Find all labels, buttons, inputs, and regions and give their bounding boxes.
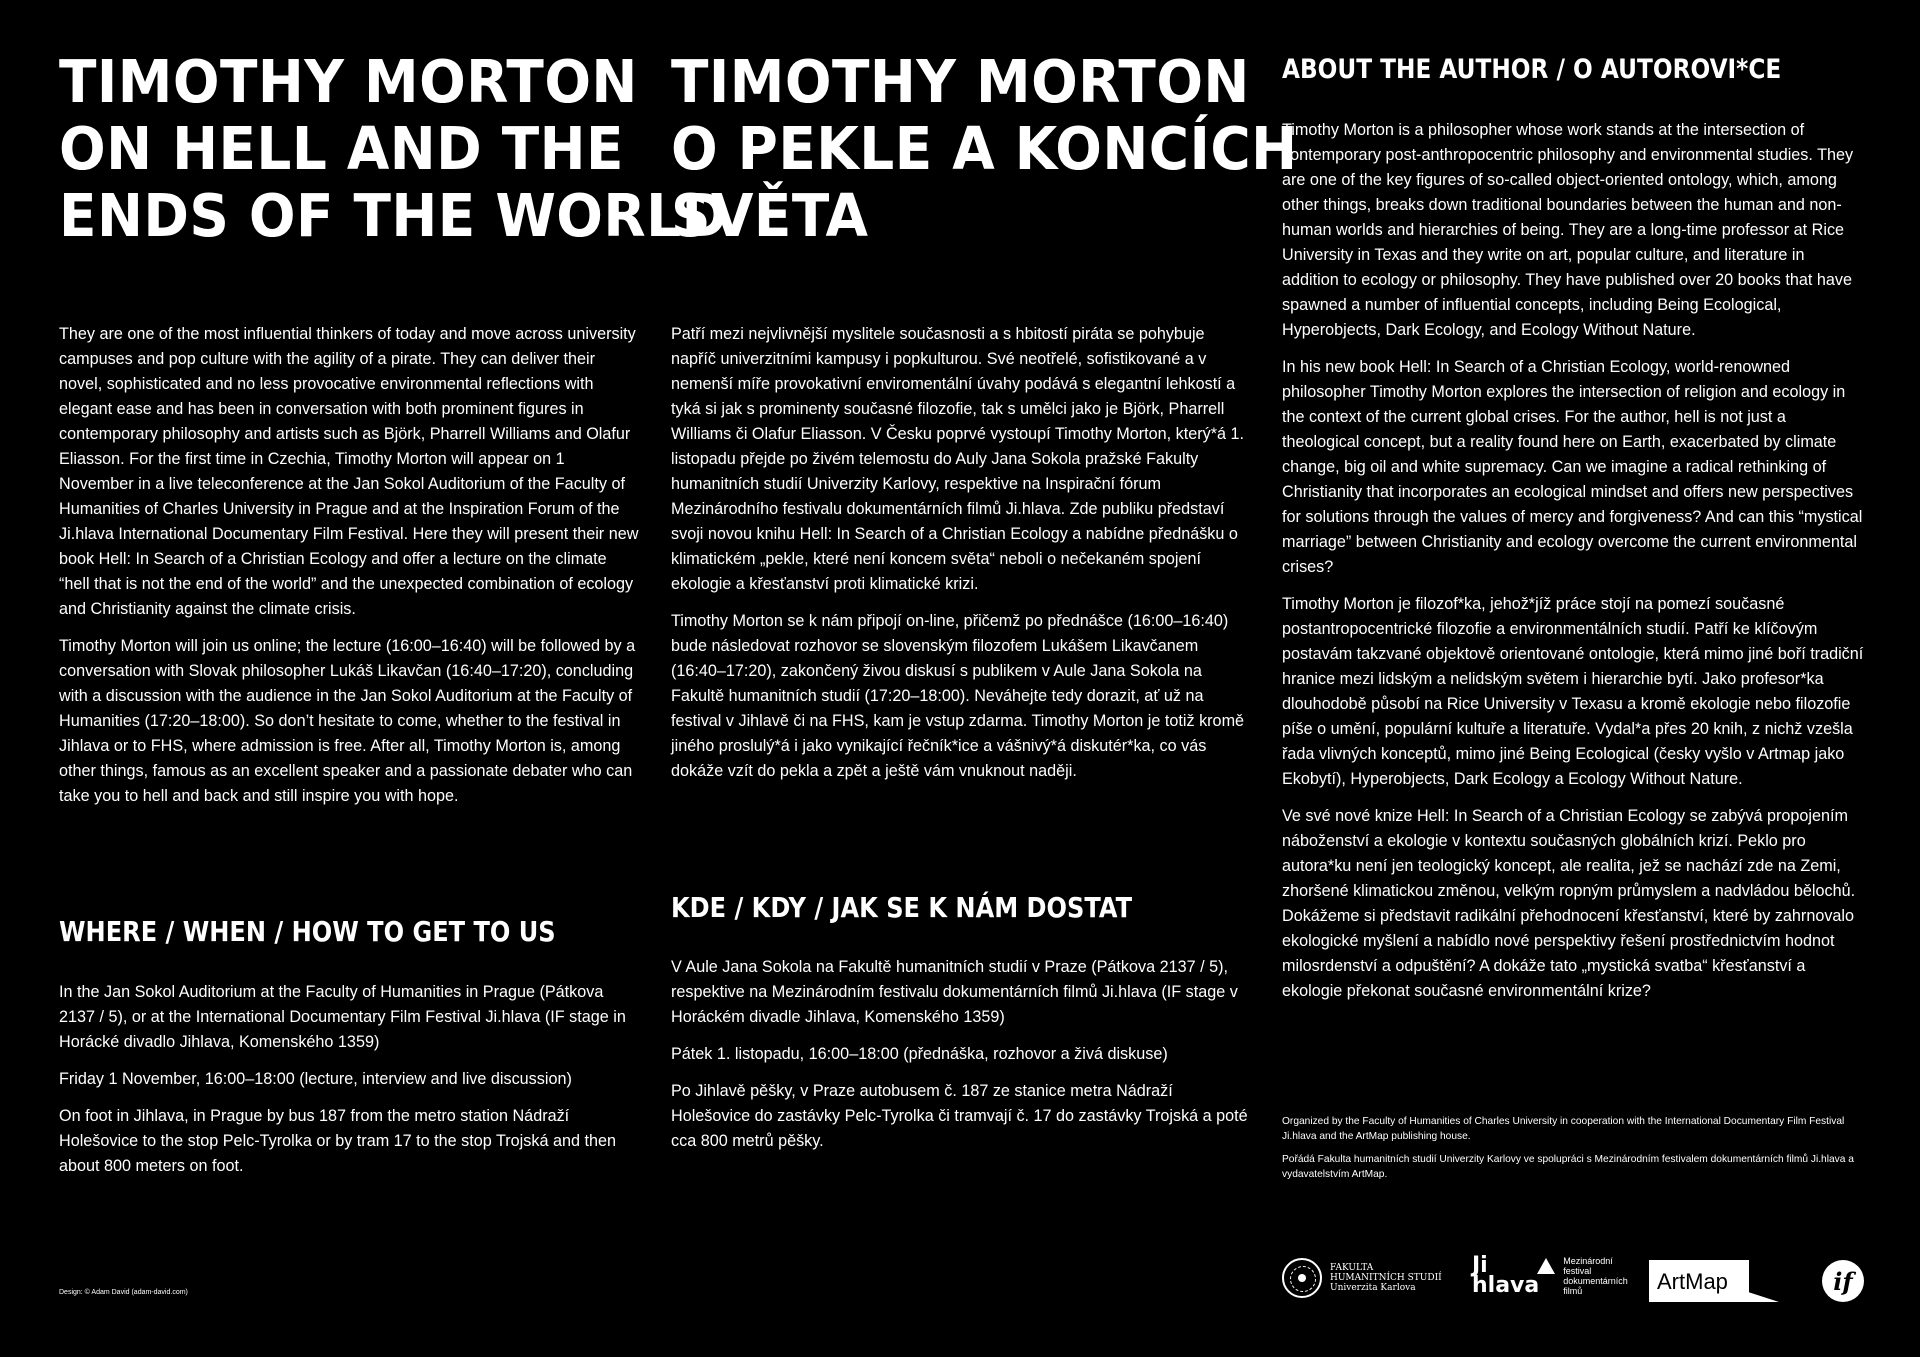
partner-logos (1282, 1252, 1864, 1312)
university-seal-icon (1282, 1258, 1322, 1298)
design-credit: Design: © Adam David (adam-david.com) (59, 1289, 188, 1296)
paragraph: Timothy Morton je filozof*ka, jehož*jíž práce stojí na pomezí současné postantropocentrické filozofie a environmentálních studií. Patří ke klíčovým postavám takzvané objektově orientované ontologie, která mimo jiné boří tradiční hranice mezi lidským a nelidským světem i hierarchie bytí. Jako profesor*ka dlouhodobě působí na Rice University v Texasu a kromě ekologie nebo filozofie píše o umění, populární kultuře a literatuře. Vydal*a přes 20 knih, z nichž vzešla řada vlivných konceptů, mimo jiné Being Ecological (česky vyšlo v Artmap jako Ekobytí), Hyperobjects, Dark Ecology a Ecology Without Nature. (1282, 595, 1864, 788)
organizers-note (1282, 1114, 1864, 1190)
paragraph: On foot in Jihlava, in Prague by bus 187 from the metro station Nádraží Holešovice to the stop Pelc-Tyrolka or by tram 17 to the stop Trojská and then about 800 meters on foot. (59, 1107, 616, 1175)
czech-where-heading: KDE / KDY / JAK SE K NÁM DOSTAT (671, 891, 1133, 924)
about-body (1282, 118, 1864, 1016)
english-where-heading: WHERE / WHEN / HOW TO GET TO US (59, 915, 556, 948)
english-where-info (59, 980, 639, 1191)
artmap-logo: ArtMap (1649, 1260, 1779, 1302)
paragraph: In his new book Hell: In Search of a Christian Ecology, world-renowned philosopher Timothy Morton explores the intersection of religion and ecology in the context of the current global crises. For the author, hell is not just a theological concept, but a reality found here on Earth, exacerbated by climate change, big oil and white supremacy. Can we imagine a radical rethinking of Christianity that incorporates an ecological mindset and offers new perspectives for solutions through the values of mercy and forgiveness? And can this “mystical marriage” between Christianity and ecology overcome the current environmental crises? (1282, 358, 1863, 576)
paragraph: Friday 1 November, 16:00–18:00 (lecture, interview and live discussion) (59, 1070, 572, 1088)
paragraph: Ve své nové knize Hell: In Search of a Christian Ecology se zabývá propojením náboženství a ekologie v kontextu současných globálních krizí. Peklo pro autora*ku není jen teologický koncept, ale realita, jež se nachází zde na Zemi, zhoršené klimatickou změnou, velkým ropným průmyslem a nadvládou bělochů. Dokážeme si představit radikální přehodnocení křesťanství, které by zahrnovalo ekologické myšlení a nabídlo nové perspektivy řešení prostřednictvím hodnot milosrdenství a odpuštění? A dokáže tato „mystická svatba“ křesťanství a ekologie překonat současné environmentální krize? (1282, 807, 1856, 1000)
czech-where-info (671, 955, 1251, 1166)
czech-title: TIMOTHY MORTON O PEKLE A KONCÍCH SVĚTA (671, 47, 1298, 250)
if-logo: if (1822, 1260, 1864, 1302)
about-heading: ABOUT THE AUTHOR / O AUTOROVI*CE (1282, 54, 1782, 85)
triangle-icon (1537, 1258, 1555, 1274)
paragraph: Timothy Morton se k nám připojí on-line, přičemž po přednášce (16:00–16:40) bude následovat rozhovor se slovenským filozofem Lukášem Likavčanem (16:40–17:20), zakončený živou diskusí s publikem v Aule Jana Sokola na Fakultě humanitních studií (17:20–18:00). Neváhejte tedy dorazit, ať už na festival v Jihlavě či na FHS, kam je vstup zdarma. Timothy Morton je totiž kromě jiného proslulý*á i jako vynikající řečník*ice a vášnivý*á diskutér*ka, co vás dokáže vzít do pekla a zpět a ještě vám vnuknout naději. (671, 612, 1245, 780)
english-intro (59, 322, 639, 821)
czech-intro (671, 322, 1251, 796)
paragraph: Patří mezi nejvlivnější myslitele současnosti a s hbitostí piráta se pohybuje napříč univerzitními kampusy i popkulturou. Své neotřelé, sofistikované a v nemenší míře provokativní enviromentální úvahy podává s elegantní lehkostí a tyká si jak s prominenty současné filozofie, tak s umělci jako je Björk, Pharrell Williams či Olafur Eliasson. V Česku poprvé vystoupí Timothy Morton, který*á 1. listopadu přejde po živém telemostu do Auly Jana Sokola pražské Fakulty humanitních studií Univerzity Karlovy, respektive na Inspirační fórum Mezinárodního festivalu dokumentárních filmů Ji.hlava. Zde publiku představí svoji novou knihu Hell: In Search of a Christian Ecology a nabídne přednášku o klimatickém „pekle, které není koncem světa“ neboli o nečekaném spojení ekologie a křesťanství proti klimatické krizi. (671, 325, 1245, 593)
jihlava-logo: Ji hlava Mezinárodní festival dokumentárních filmů (1472, 1253, 1628, 1298)
paragraph: They are one of the most influential thinkers of today and move across university campuses and pop culture with the agility of a pirate. They can deliver their novel, sophisticated and no less provocative environmental reflections with elegant ease and has been in conversation with both prominent figures in contemporary philosophy and artists such as Björk, Pharrell Williams and Olafur Eliasson. For the first time in Czechia, Timothy Morton will appear on 1 November in a live teleconference at the Jan Sokol Auditorium of the Faculty of Humanities of Charles University in Prague and at the Inspiration Forum of the Ji.hlava International Documentary Film Festival. Here they will present their new book Hell: In Search of a Christian Ecology and offer a lecture on the climate “hell that is not the end of the world” and the unexpected combination of ecology and Christianity against the climate crisis. (59, 325, 639, 618)
paragraph: V Aule Jana Sokola na Fakultě humanitních studií v Praze (Pátkova 2137 / 5), respektive na Mezinárodním festivalu dokumentárních filmů Ji.hlava (IF stage v Horáckém divadle Jihlava, Komenského 1359) (671, 958, 1238, 1026)
paragraph: In the Jan Sokol Auditorium at the Faculty of Humanities in Prague (Pátkova 2137 / 5), or at the International Documentary Film Festival Ji.hlava (IF stage in Horácké divadlo Jihlava, Komenského 1359) (59, 983, 626, 1051)
organizers-cz: Pořádá Fakulta humanitních studií Univerzity Karlovy ve spolupráci s Mezinárodním festivalem dokumentárních filmů Ji.hlava a vydavatelstvím ArtMap. (1282, 1154, 1854, 1180)
organizers-en: Organized by the Faculty of Humanities of Charles University in cooperation with the International Documentary Film Festival Ji.hlava and the ArtMap publishing house. (1282, 1116, 1845, 1142)
english-title: TIMOTHY MORTON ON HELL AND THE ENDS OF THE WORLD (59, 47, 728, 250)
paragraph: Pátek 1. listopadu, 16:00–18:00 (přednáška, rozhovor a živá diskuse) (671, 1045, 1168, 1063)
paragraph: Timothy Morton will join us online; the lecture (16:00–16:40) will be followed by a conversation with Slovak philosopher Lukáš Likavčan (16:40–17:20), concluding with a discussion with the audience in the Jan Sokol Auditorium at the Faculty of Humanities (17:20–18:00). So don’t hesitate to come, whether to the festival in Jihlava or to FHS, where admission is free. After all, Timothy Morton is, among other things, famous as an excellent speaker and a passionate debater who can take you to hell and back and still inspire you with hope. (59, 637, 636, 805)
paragraph: Po Jihlavě pěšky, v Praze autobusem č. 187 ze stanice metra Nádraží Holešovice do zastávky Pelc-Tyrolka či tramvají č. 17 do zastávky Trojská a poté cca 800 metrů pěšky. (671, 1082, 1248, 1150)
fhs-logo: FAKULTA HUMANITNÍCH STUDIÍ Univerzita Karlova (1282, 1258, 1442, 1298)
paragraph: Timothy Morton is a philosopher whose work stands at the intersection of contemporary post-anthropocentric philosophy and environmental studies. They are one of the key figures of so-called object-oriented ontology, which, among other things, breaks down traditional boundaries between the human and non-human worlds and hierarchies of being. They are a long-time professor at Rice University in Texas and they write on art, popular culture, and literature in addition to ecology or philosophy. They have published over 20 books that have spawned a number of influential concepts, including Being Ecological, Hyperobjects, Dark Ecology, and Ecology Without Nature. (1282, 121, 1854, 339)
